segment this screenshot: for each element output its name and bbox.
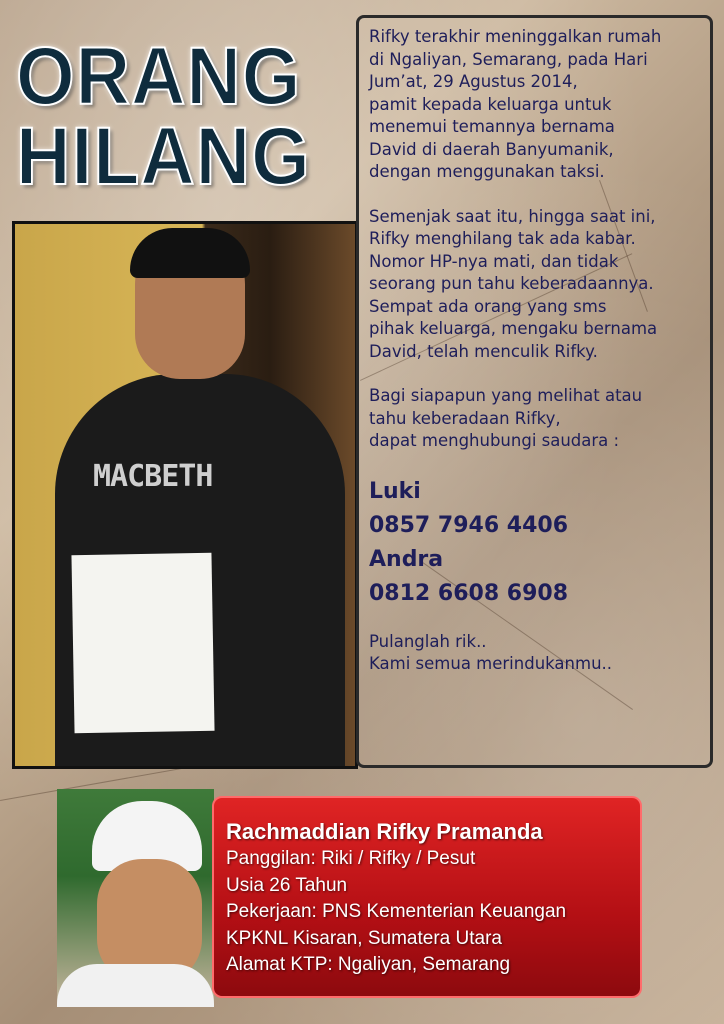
missing-person-photo [12,221,358,769]
profile-photo-robe [57,964,214,1007]
story-paragraph-1: Rifky terakhir meninggalkan rumah di Ngaliyan, Semarang, pada Hari Jum’at, 29 Agustus 2014, pamit kepada keluarga untuk menemui temannya bernama David di daerah Banyumanik, dengan menggunakan taksi. [369,27,662,181]
poster-title-line-2: HILANG [16,111,311,202]
profile-age: Usia 26 Tahun [226,874,348,896]
contact-phone[interactable]: 0812 6608 6908 [369,580,569,606]
poster-title-line-1: ORANG [16,31,302,122]
photo-held-paper [71,553,214,733]
profile-photo [57,789,214,1007]
profile-nickname: Panggilan: Riki / Rifky / Pesut [226,848,476,869]
contact-name: Luki [369,478,421,504]
story-paragraph-2: Semenjak saat itu, hingga saat ini, Rifky menghilang tak ada kabar. Nomor HP-nya mati, dan tidak seorang pun tahu keberadaannya. Sempat ada orang yang sms pihak keluarga, mengaku bernama David, telah menculik Rifky. [369,206,658,361]
profile-info-panel [212,796,642,998]
photo-shirt-print: MACBETH [93,459,213,494]
profile-full-name: Rachmaddian Rifky Pramanda [226,819,543,844]
profile-job: Pekerjaan: PNS Kementerian Keuangan [226,901,567,922]
story-panel [356,15,713,768]
photo-hair [130,228,250,278]
contact-name: Andra [369,546,444,572]
story-paragraph-3: Bagi siapapun yang melihat atau tahu keberadaan Rifky, dapat menghubungi saudara : [369,386,643,450]
profile-office: KPKNL Kisaran, Sumatera Utara [226,927,502,949]
contact-phone[interactable]: 0857 7946 4406 [369,512,569,538]
closing-message: Pulanglah rik.. Kami semua merindukanmu.. [369,631,613,673]
profile-address: Alamat KTP: Ngaliyan, Semarang [226,954,511,975]
contact-list [369,475,702,611]
